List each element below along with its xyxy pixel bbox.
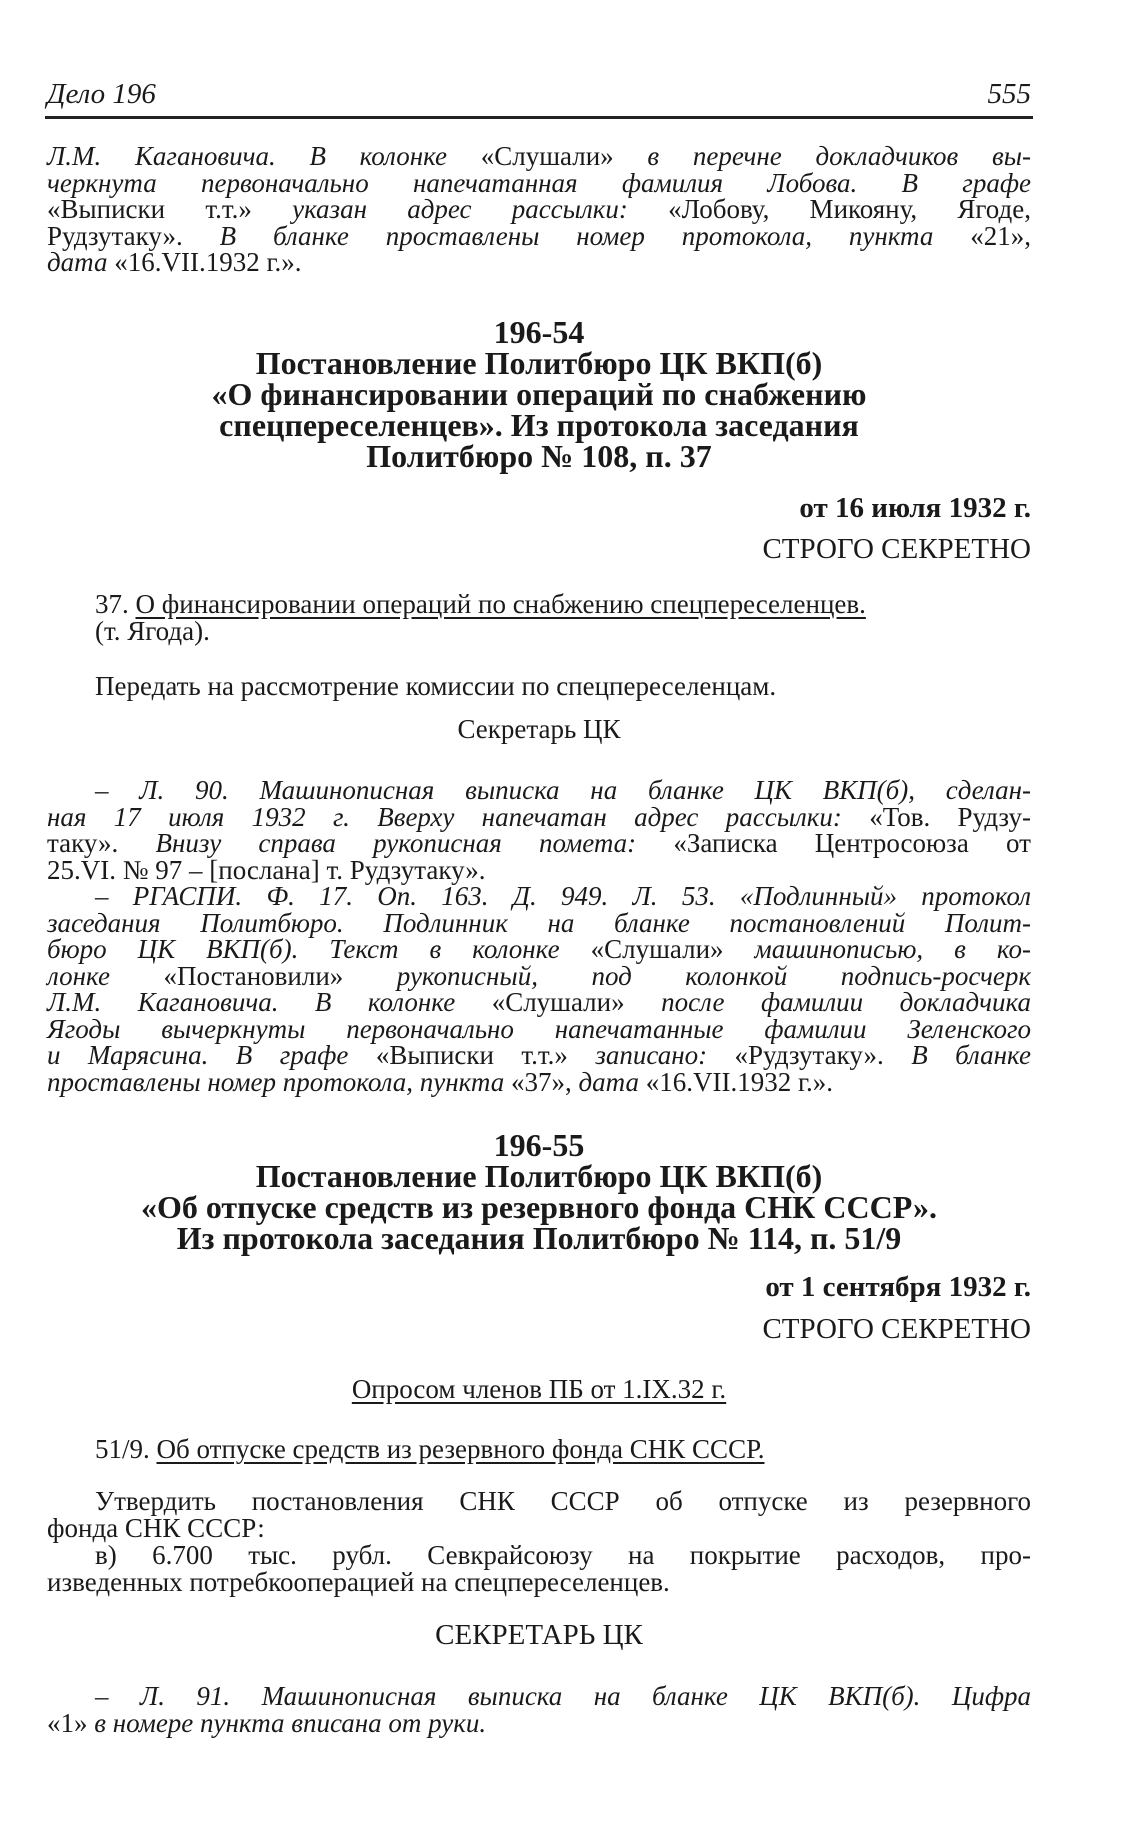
text-line — [47, 1042, 1031, 1069]
italic-text: лонке — [47, 960, 164, 991]
italic-text: Л.М. Кагановича. В колонке — [47, 141, 481, 171]
text-line — [47, 960, 1031, 991]
text-line — [47, 1542, 1031, 1569]
text-segment: «37», — [510, 1066, 572, 1097]
text-line — [47, 1158, 1031, 1194]
text-line — [47, 407, 1031, 443]
italic-text: дата — [47, 247, 115, 277]
text-segment: Рудзутаку». — [47, 220, 183, 251]
text-segment: Постановление Политбюро ЦК ВКП(б) — [255, 1158, 823, 1194]
text-line — [47, 591, 1031, 618]
text-line — [47, 854, 1031, 885]
text-segment: 37. — [95, 589, 136, 619]
signature: СЕКРЕТАРЬ ЦК — [435, 1619, 643, 1651]
text-segment: «Выписки т.т.» — [375, 1040, 568, 1070]
italic-text: дата — [571, 1066, 646, 1097]
text-segment: «Лобову, Микояну, Ягоде, — [668, 194, 1031, 224]
italic-text: рукописный, под колонкой подпись-росчерк — [343, 960, 1031, 991]
text-segment: «21», — [970, 220, 1031, 251]
text-line — [47, 314, 1031, 350]
text-segment: «Постановили» — [163, 960, 344, 991]
text-segment: «О финансировании операций по снабжению — [211, 376, 867, 412]
poll-line-wrap — [47, 1376, 1031, 1403]
text-segment: «Записка Центросоюза от — [673, 828, 1031, 858]
header-rule — [45, 116, 1033, 119]
text-segment: 51/9. — [95, 1434, 157, 1464]
text-segment: в) 6.700 тыс. рубл. Севкрайсоюзу на покрытие расходов, про- — [95, 1540, 1031, 1570]
text-line — [47, 936, 1031, 963]
text-line — [47, 777, 1031, 804]
signature: Секретарь ЦК — [457, 714, 621, 744]
text-line — [47, 345, 1031, 381]
text-line — [47, 1220, 1031, 1256]
text-line — [47, 376, 1031, 412]
text-line — [47, 143, 1031, 170]
italic-text: в перечне докладчиков вы- — [613, 141, 1031, 171]
italic-text: В бланке — [883, 1040, 1031, 1070]
text-segment: фонда СНК СССР: — [47, 1513, 265, 1543]
text-line — [47, 438, 1031, 474]
decision-text: Передать на рассмотрение комиссии по спецпереселенцам. — [95, 671, 777, 701]
text-line — [47, 1013, 1031, 1044]
archival-note — [47, 1683, 1031, 1736]
text-segment: Политбюро № 108, п. 37 — [366, 438, 712, 474]
underlined-text: О финансировании операций по снабжению спецпереселенцев. — [135, 589, 866, 619]
page-number: 555 — [987, 78, 1031, 110]
text-segment: изведенных потребкооперацией на спецпереселенцев. — [47, 1567, 670, 1597]
text-line — [47, 220, 1031, 251]
text-line — [47, 1066, 1031, 1097]
text-segment: «Выписки т.т.» — [47, 194, 252, 224]
document-title-196-54 — [47, 314, 1031, 474]
text-segment: (т. Ягода). — [95, 616, 210, 646]
italic-text: черкнута первоначально напечатанная фамилия Лобова. В графе — [47, 167, 1031, 198]
text-line — [47, 167, 1031, 198]
decision-text — [47, 1488, 1031, 1596]
text-segment: «Рудзутаку». — [734, 1040, 884, 1070]
text-line — [47, 249, 1031, 276]
text-line — [47, 618, 1031, 645]
text-line — [47, 830, 1031, 857]
text-segment: «Слушали» — [480, 141, 614, 171]
text-line — [47, 1189, 1031, 1225]
text-segment: Утвердить постановления СНК СССР об отпуске из резервного — [95, 1486, 1031, 1516]
text-line — [47, 1683, 1031, 1710]
text-segment: 25.VI. № 97 – [послана] т. Рудзутаку». — [47, 854, 486, 885]
italic-text: Л.М. Кагановича. В колонке — [47, 987, 492, 1017]
italic-text: – Л. 91. Машинописная выписка на бланке ЦК ВКП(б). Цифра — [95, 1681, 1031, 1711]
text-segment: Постановление Политбюро ЦК ВКП(б) — [255, 345, 823, 381]
agenda-item — [47, 591, 1031, 645]
text-line — [47, 1515, 1031, 1542]
text-segment: «Тов. Рудзу- — [869, 801, 1032, 832]
italic-text: заседания Политбюро. Подлинник на бланке постановлений Полит- — [47, 907, 1031, 938]
secrecy-stamp: СТРОГО СЕКРЕТНО — [762, 533, 1031, 565]
text-line — [47, 1707, 1031, 1738]
text-line — [47, 1488, 1031, 1515]
text-segment: «Слушали» — [491, 987, 625, 1017]
text-segment: 196-54 — [493, 314, 585, 350]
text-segment: спецпереселенцев». Из протокола заседания — [219, 407, 859, 443]
italic-text: – РГАСПИ. Ф. 17. Оп. 163. Д. 949. Л. 53. «Подлинный» протокол — [95, 881, 1031, 911]
underlined-text: Об отпуске средств из резервного фонда СНК СССР. — [156, 1434, 765, 1464]
text-segment: таку». — [47, 828, 119, 858]
agenda-item — [47, 1436, 1031, 1463]
italic-text: – Л. 90. Машинописная выписка на бланке ЦК ВКП(б), сделан- — [95, 775, 1031, 805]
archival-note — [47, 777, 1031, 1095]
italic-text: Ягоды вычеркнуты первоначально напечатанные фамилии Зеленского — [47, 1013, 1031, 1044]
document-date: от 16 июля 1932 г. — [799, 492, 1031, 524]
text-segment: «Слушали» — [590, 934, 724, 964]
italic-text: бюро ЦК ВКП(б). Текст в колонке — [47, 934, 591, 964]
text-segment: 196-55 — [493, 1127, 585, 1163]
text-segment: Из протокола заседания Политбюро № 114, п. 51/9 — [176, 1220, 902, 1256]
text-line — [47, 196, 1031, 223]
footnote-previous-document — [47, 143, 1031, 276]
text-segment: «16.VII.1932 г.». — [114, 247, 302, 277]
running-header-case: Дело 196 — [47, 78, 156, 110]
text-line — [47, 1569, 1031, 1596]
text-line — [47, 883, 1031, 910]
text-line — [47, 801, 1032, 832]
secrecy-stamp: СТРОГО СЕКРЕТНО — [762, 1313, 1031, 1345]
running-header — [47, 78, 1031, 111]
italic-text: и Марясина. В графе — [47, 1040, 376, 1070]
italic-text: машинописью, в ко- — [723, 934, 1031, 964]
document-date: от 1 сентября 1932 г. — [765, 1271, 1031, 1303]
document-title-196-55 — [47, 1127, 1031, 1256]
text-segment: «16.VII.1932 г.». — [645, 1066, 833, 1097]
text-line — [47, 907, 1031, 938]
text-line — [47, 989, 1031, 1016]
italic-text: Внизу справа рукописная помета: — [118, 828, 674, 858]
italic-text: ная 17 июля 1932 г. Вверху напечатан адрес рассылки: — [47, 801, 870, 832]
text-segment: «1» — [47, 1707, 88, 1738]
poll-note: Опросом членов ПБ от 1.IX.32 г. — [351, 1374, 727, 1404]
text-line — [47, 1436, 1031, 1463]
italic-text: проставлены номер протокола, пункта — [47, 1066, 511, 1097]
italic-text: записано: — [567, 1040, 735, 1070]
italic-text: в номере пункта вписана от руки. — [87, 1707, 487, 1738]
italic-text: после фамилии докладчика — [624, 987, 1031, 1017]
italic-text: В бланке проставлены номер протокола, пункта — [182, 220, 971, 251]
text-segment: «Об отпуске средств из резервного фонда СНК СССР». — [140, 1189, 938, 1225]
text-line — [47, 1127, 1031, 1163]
italic-text: указан адрес рассылки: — [251, 194, 669, 224]
